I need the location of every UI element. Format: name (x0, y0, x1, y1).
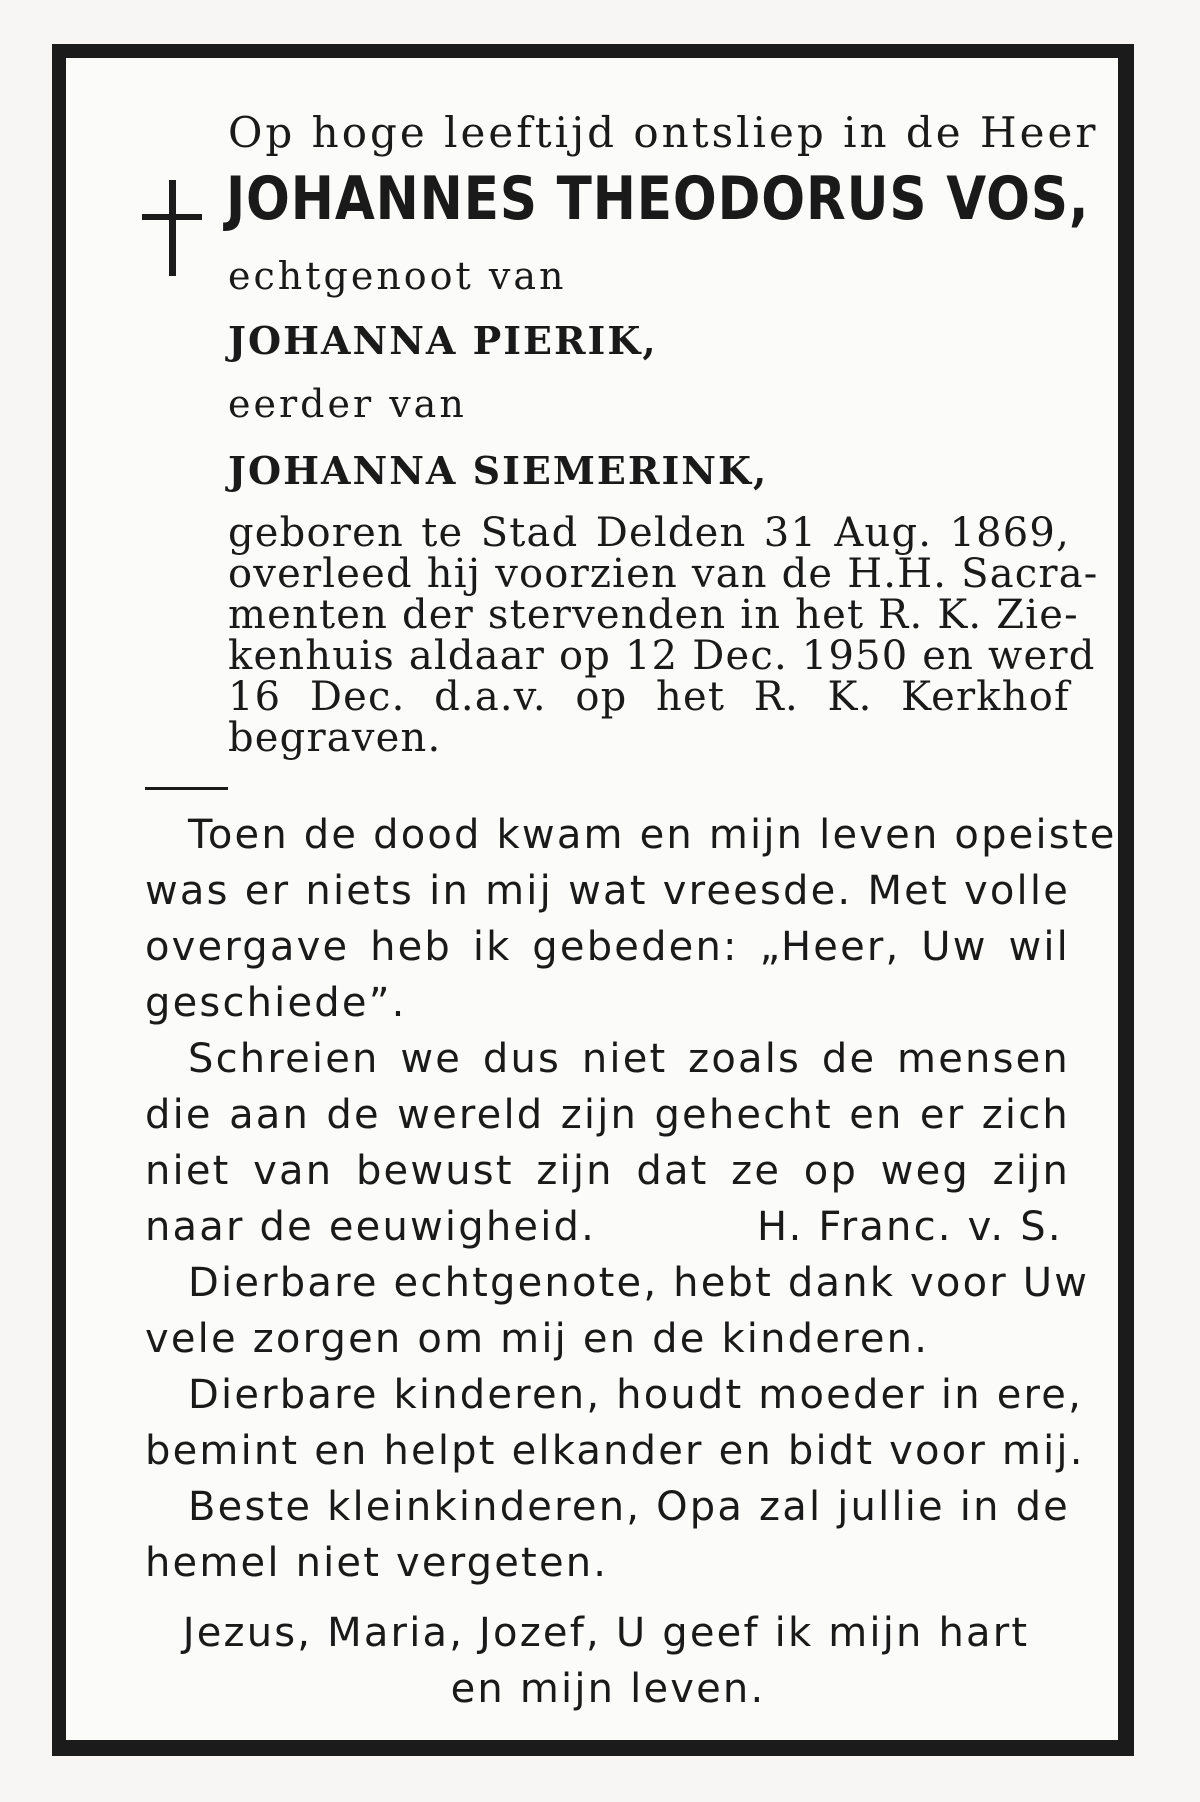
biography-line: begraven. (228, 715, 442, 761)
farewell-line: bemint en helpt elkander en bidt voor mij. (145, 1428, 1085, 1474)
passage-attribution: H. Franc. v. S. (757, 1204, 1063, 1250)
farewell-line: hemel niet vergeten. (145, 1540, 609, 1586)
farewell-line: Beste kleinkinderen, Opa zal jullie in de (188, 1484, 1070, 1530)
passage-line: Schreien we dus niet zoals de mensen (188, 1036, 1070, 1082)
cross-icon (142, 180, 202, 280)
passage-line: Toen de dood kwam en mijn leven opeiste (188, 812, 1117, 858)
farewell-line: vele zorgen om mij en de kinderen. (145, 1316, 930, 1362)
passage-line: niet van bewust zijn dat ze op weg zijn (145, 1148, 1070, 1194)
passage-line: geschiede”. (145, 980, 407, 1026)
section-divider (145, 787, 228, 790)
biography-line: 16 Dec. d.a.v. op het R. K. Kerkhof (228, 674, 1070, 720)
former-spouse-label: eerder van (228, 382, 467, 426)
spouse-name: JOHANNA PIERIK, (228, 318, 658, 363)
prayer-line: en mijn leven. (450, 1666, 766, 1712)
passage-line: was er niets in mij wat vreesde. Met volle (145, 868, 1070, 914)
biography-line: geboren te Stad Delden 31 Aug. 1869, (228, 510, 1070, 556)
prayer-line: Jezus, Maria, Jozef, U geef ik mijn hart (182, 1610, 1030, 1656)
farewell-line: Dierbare echtgenote, hebt dank voor Uw (188, 1260, 1090, 1306)
biography-line: overleed hij voorzien van de H.H. Sacra- (228, 551, 1099, 597)
intro-line: Op hoge leeftijd ontsliep in de Heer (228, 108, 1099, 157)
passage-line: naar de eeuwigheid. (145, 1204, 597, 1250)
farewell-line: Dierbare kinderen, houdt moeder in ere, (188, 1372, 1083, 1418)
biography-line: kenhuis aldaar op 12 Dec. 1950 en werd (228, 633, 1096, 679)
spouse-label: echtgenoot van (228, 254, 567, 298)
deceased-name: JOHANNES THEODORUS VOS, (226, 164, 1090, 234)
former-spouse-name: JOHANNA SIEMERINK, (228, 448, 769, 493)
passage-line: die aan de wereld zijn gehecht en er zich (145, 1092, 1070, 1138)
biography-line: menten der stervenden in het R. K. Zie- (228, 592, 1079, 638)
passage-line: overgave heb ik gebeden: „Heer, Uw wil (145, 924, 1070, 970)
